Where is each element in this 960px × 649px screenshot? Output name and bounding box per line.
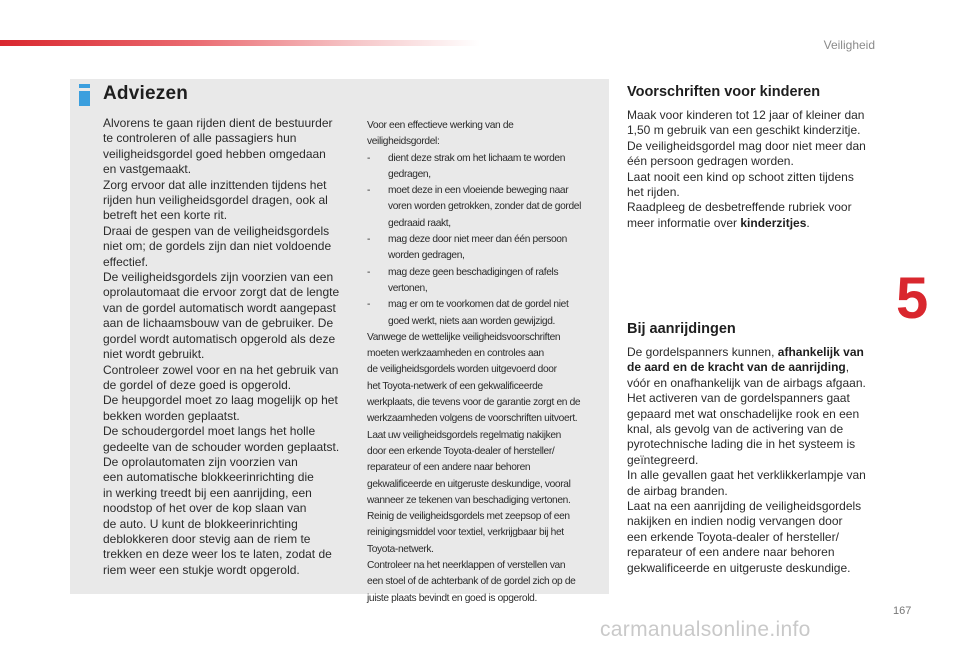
info-icon	[79, 84, 90, 106]
advice-column-2	[367, 118, 607, 607]
collision-body-text: , vóór en onafhankelijk van de airbags afgaan. Het activeren van de gordelspanners gaat gepaard met wat onschadelijke rook en een knal, als gevolg van de activering van de pyrotechnische lading die in het systeem is geïntegreerd. In alle gevallen gaat het verklikkerlampje van de airbag branden. Laat na een aanrijding de veiligheidsgordels nakijken en indien nodig vervangen door een erkende Toyota-dealer of hersteller/ reparateur of een andere naar behoren gekwalificeerde en uitgeruste deskundige.	[627, 360, 866, 575]
children-body: Maak voor kinderen tot 12 jaar of kleiner dan 1,50 m gebruik van een geschikt kinderzitje. De veiligheidsgordel mag door niet meer dan één persoon gedragen worden. Laat nooit een kind op schoot zitten tijdens het rijden. Raadpleeg de desbetreffende rubriek voor meer informatie over kinderzitjes.	[627, 108, 866, 230]
list-item: - mag er om te voorkomen dat de gordel niet goed werkt, niets aan worden gewijzigd.	[367, 299, 569, 327]
collision-body: De gordelspanners kunnen, afhankelijk van de aard en de kracht van de aanrijding, vóór en onafhankelijk van de airbags afgaan. Het activeren van de gordelspanners gaat gepaard met wat onschadelijke rook en een knal, als gevolg van de activering van de pyrotechnische lading die in het systeem is geïntegreerd. In alle gevallen gaat het verklikkerlampje van de airbag branden. Laat na een aanrijding de veiligheidsgordels nakijken en indien nodig vervangen door een erkende Toyota-dealer of hersteller/ reparateur of een andere naar behoren gekwalificeerde en uitgeruste deskundige.	[627, 345, 866, 575]
list-item: - moet deze in een vloeiende beweging naar voren worden getrokken, zonder dat de gordel gedraaid raakt,	[367, 185, 582, 229]
children-body-text: Maak voor kinderen tot 12 jaar of kleiner dan 1,50 m gebruik van een geschikt kinderzitje. De veiligheidsgordel mag door niet meer dan één persoon gedragen worden. Laat nooit een kind op schoot zitten tijdens het rijden. Raadpleeg de desbetreffende rubriek voor meer informatie over	[627, 108, 866, 230]
chapter-number: 5	[896, 266, 929, 331]
advice-column-2-outro: Vanwege de wettelijke veiligheidsvoorschriften moeten werkzaamheden en controles aan de veiligheidsgordels worden uitgevoerd door het Toyota-netwerk of een gekwalificeerde werkplaats, die tevens voor de garantie zorgt en de werkzaamheden volgens de voorschriften uitvoert. Laat uw veiligheidsgordels regelmatig nakijken door een erkende Toyota-dealer of hersteller/ reparateur of een andere naar behoren gekwalificeerde en uitgeruste deskundige, vooral wanneer ze tekenen van beschadiging vertonen. Reinig de veiligheidsgordels met zeepsop of een reinigingsmiddel voor textiel, verkrijgbaar bij het Toyota-netwerk. Controleer na het neerklappen of verstellen van een stoel of de achterbank of de gordel zich op de juiste plaats bevindt en goed is opgerold.	[367, 331, 581, 604]
list-item: - dient deze strak om het lichaam te worden gedragen,	[367, 152, 566, 180]
watermark: carmanualsonline.info	[600, 618, 811, 641]
advice-column-1	[103, 116, 349, 578]
advice-heading: Adviezen	[103, 83, 189, 104]
advice-column-2-intro: Voor een effectieve werking van de veiligheidsgordel:	[367, 120, 514, 148]
advice-column-1-text: Alvorens te gaan rijden dient de bestuurder te controleren of alle passagiers hun veiligheidsgordel goed hebben omgedaan en vastgemaakt. Zorg ervoor dat alle inzittenden tijdens het rijden hun veiligheidsgordel dragen, ook al betreft het een korte rit. Draai de gespen van de veiligheidsgordels niet om; de gordels zijn dan niet voldoende effectief. De veiligheidsgordels zijn voorzien van een oprolautomaat die ervoor zorgt dat de lengte van de gordel automatisch wordt aangepast aan de lichaamsbouw van de gebruiker. De gordel wordt automatisch opgerold als deze niet wordt gebruikt. Controleer zowel voor en na het gebruik van de gordel of deze goed is opgerold. De heupgordel moet zo laag mogelijk op het bekken worden geplaatst. De schoudergordel moet langs het holle gedeelte van de schouder worden geplaatst. De oprolautomaten zijn voorzien van een automatische blokkeerinrichting die in werking treedt bij een aanrijding, een noodstop of het over de kop slaan van de auto. U kunt de blokkeerinrichting deblokkeren door stevig aan de riem te trekken en deze weer los te laten, zodat de riem weer een stukje wordt opgerold.	[103, 116, 340, 577]
section-title: Veiligheid	[823, 38, 875, 52]
collision-heading: Bij aanrijdingen	[627, 321, 736, 337]
list-item: - mag deze door niet meer dan één persoon worden gedragen,	[367, 234, 567, 262]
list-item: - mag deze geen beschadigingen of rafels vertonen,	[367, 266, 559, 294]
belt-usage-list	[367, 151, 607, 330]
children-heading: Voorschriften voor kinderen	[627, 84, 821, 100]
children-body-bold: kinderzitjes	[740, 215, 807, 230]
collision-body-bold: afhankelijk van de aard en de kracht van de aanrijding	[627, 345, 864, 375]
header-accent-bar	[0, 40, 480, 46]
page-number: 167	[893, 605, 912, 617]
